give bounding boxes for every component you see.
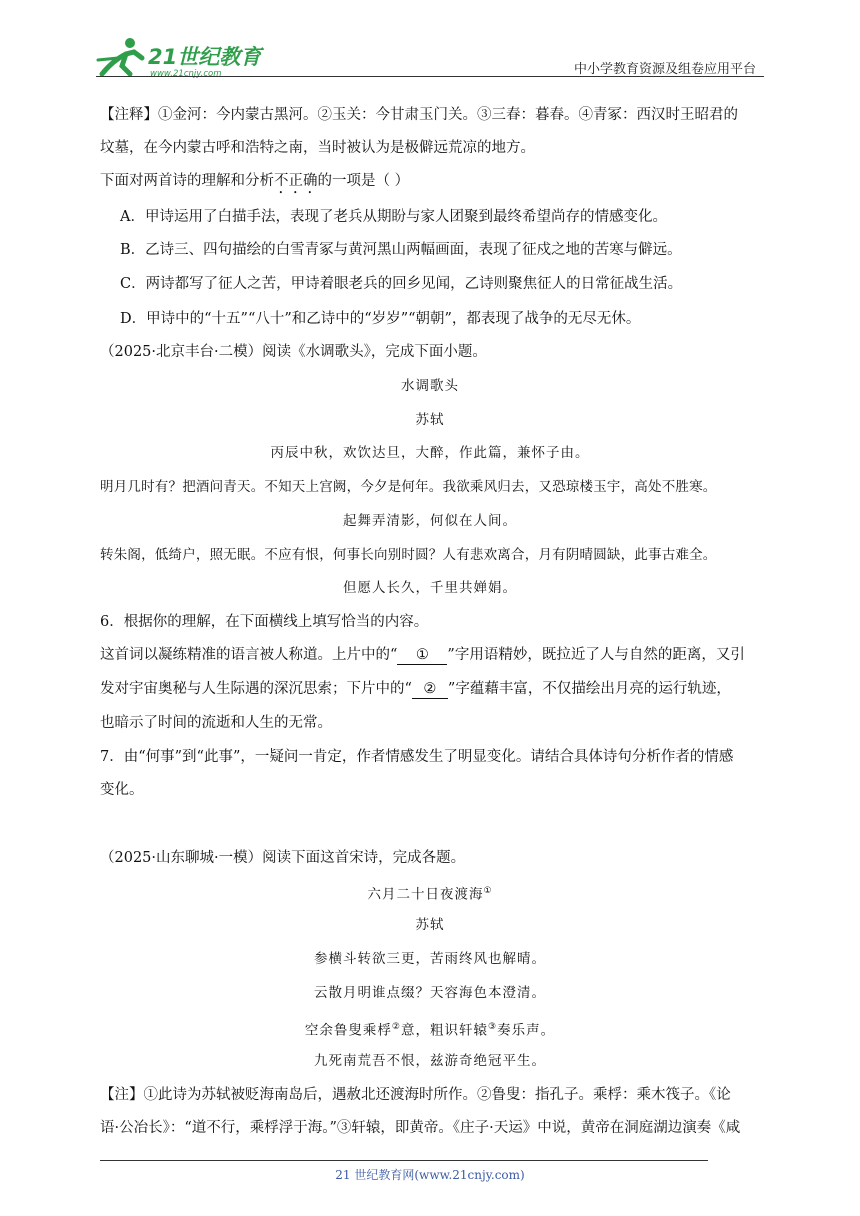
option-b: B．乙诗三、四句描绘的白雪青冢与黄河黑山两幅画面，表现了征戍之地的苦寒与僻远。 bbox=[120, 242, 682, 258]
header-divider bbox=[96, 76, 764, 77]
option-c: C．两诗都写了征人之苦，甲诗着眼老兵的回乡见闻，乙诗则聚焦征人的日常征战生活。 bbox=[120, 276, 683, 292]
footer-divider bbox=[100, 1160, 708, 1161]
question-stem bbox=[100, 171, 409, 197]
poem-2-title bbox=[0, 881, 860, 905]
poem-2-line-4: 九死南荒吾不恨，兹游奇绝冠平生。 bbox=[314, 1053, 546, 1069]
page-header bbox=[96, 28, 764, 80]
poem-2-line-1: 参横斗转欲三更，苦雨终风也解晴。 bbox=[314, 951, 546, 967]
question-7-line-1: 7．由“何事”到“此事”，一疑问一肯定，作者情感发生了明显变化。请结合具体诗句分析作者的情感 bbox=[100, 749, 734, 765]
footnote-marker-3: ③ bbox=[488, 1022, 498, 1032]
question-6-line-1 bbox=[100, 645, 745, 665]
stem-emphasis: 不正确 bbox=[274, 173, 318, 189]
q6-line1-before: 这首词以凝练精准的语言被人称道。上片中的“ bbox=[100, 647, 398, 663]
stem-before: 下面对两首诗的理解和分析 bbox=[100, 173, 274, 189]
question-6-line-2 bbox=[100, 679, 731, 699]
answer-blank-1[interactable]: ① bbox=[397, 647, 447, 665]
notes-line-2: 坟墓，在今内蒙古呼和浩特之南，当时被认为是极僻远荒凉的地方。 bbox=[100, 140, 535, 156]
title-footnote-marker: ① bbox=[483, 886, 493, 896]
line3-part-c: 奏乐声。 bbox=[497, 1022, 556, 1039]
poem-2-title-text: 六月二十日夜渡海 bbox=[367, 886, 484, 903]
poem-title: 水调歌头 bbox=[401, 378, 459, 394]
logo-text: 21世纪教育 bbox=[148, 45, 262, 69]
stem-after: 的一项是（ ） bbox=[317, 173, 410, 189]
poem-2-author: 苏轼 bbox=[415, 917, 445, 933]
option-a: A．甲诗运用了白描手法，表现了老兵从期盼与家人团聚到最终希望尚存的情感变化。 bbox=[120, 209, 667, 225]
platform-name: 中小学教育资源及组卷应用平台 bbox=[573, 62, 756, 77]
q6-line1-after: ”字用语精妙，既拉近了人与自然的距离，又引 bbox=[447, 647, 745, 663]
poem-line-3: 转朱阁，低绮户，照无眠。不应有恨，何事长向别时圆？人有悲欢离合，月有阴晴圆缺，此事古难全。 bbox=[100, 547, 717, 563]
poem-line-4: 但愿人长久，千里共婵娟。 bbox=[343, 580, 517, 596]
notes-line-1: 【注释】①金河：今内蒙古黑河。②玉关：今甘肃玉门关。③三春：暮春。④青冢：西汉时王昭君的 bbox=[100, 107, 738, 123]
poem-line-2: 起舞弄清影，何似在人间。 bbox=[343, 513, 517, 529]
line3-part-a: 空余鲁叟乘桴 bbox=[304, 1022, 392, 1039]
poem-author: 苏轼 bbox=[415, 412, 445, 428]
question-6-stem: 6．根据你的理解，在下面横线上填写恰当的内容。 bbox=[100, 614, 429, 630]
runner-icon bbox=[98, 38, 142, 74]
answer-blank-2[interactable]: ② bbox=[412, 681, 448, 699]
question-6-line-3: 也暗示了时间的流逝和人生的无常。 bbox=[100, 715, 332, 731]
footnote-marker-2: ② bbox=[391, 1022, 401, 1032]
section-source: （2025·北京丰台·二模）阅读《水调歌头》，完成下面小题。 bbox=[100, 344, 487, 360]
site-logo bbox=[96, 34, 266, 78]
logo-url: www.21cnjy.com bbox=[150, 69, 222, 78]
poem-2-line-3 bbox=[0, 1017, 860, 1041]
q6-line2-before: 发对宇宙奥秘与人生际遇的深沉思索；下片中的“ bbox=[100, 681, 412, 697]
poem-2-line-2: 云散月明谁点缀？天容海色本澄清。 bbox=[314, 985, 546, 1001]
poem-preface: 丙辰中秋，欢饮达旦，大醉，作此篇，兼怀子由。 bbox=[270, 445, 590, 461]
footer-text: 21 世纪教育网(www.21cnjy.com) bbox=[335, 1168, 525, 1182]
poem-line-1: 明月几时有？把酒问青天。不知天上宫阙，今夕是何年。我欲乘风归去，又恐琼楼玉宇，高处不胜寒。 bbox=[100, 479, 717, 495]
notes-2-line-1: 【注】①此诗为苏轼被贬海南岛后，遇赦北还渡海时所作。②鲁叟：指孔子。乘桴：乘木筏子。《论 bbox=[100, 1087, 731, 1103]
notes-2-line-2: 语·公冶长》：“道不行，乘桴浮于海。”③轩辕，即黄帝。《庄子·天运》中说，黄帝在洞庭湖边演奏《咸 bbox=[100, 1120, 741, 1136]
line3-part-b: 意，粗识轩辕 bbox=[401, 1022, 488, 1039]
q6-line2-after: ”字蕴藉丰富，不仅描绘出月亮的运行轨迹， bbox=[447, 681, 731, 697]
option-d: D．甲诗中的“十五”“八十”和乙诗中的“岁岁”“朝朝”，都表现了战争的无尽无休。 bbox=[120, 311, 641, 327]
section-3-source: （2025·山东聊城·一模）阅读下面这首宋诗，完成各题。 bbox=[100, 850, 466, 866]
question-7-line-2: 变化。 bbox=[100, 782, 144, 798]
